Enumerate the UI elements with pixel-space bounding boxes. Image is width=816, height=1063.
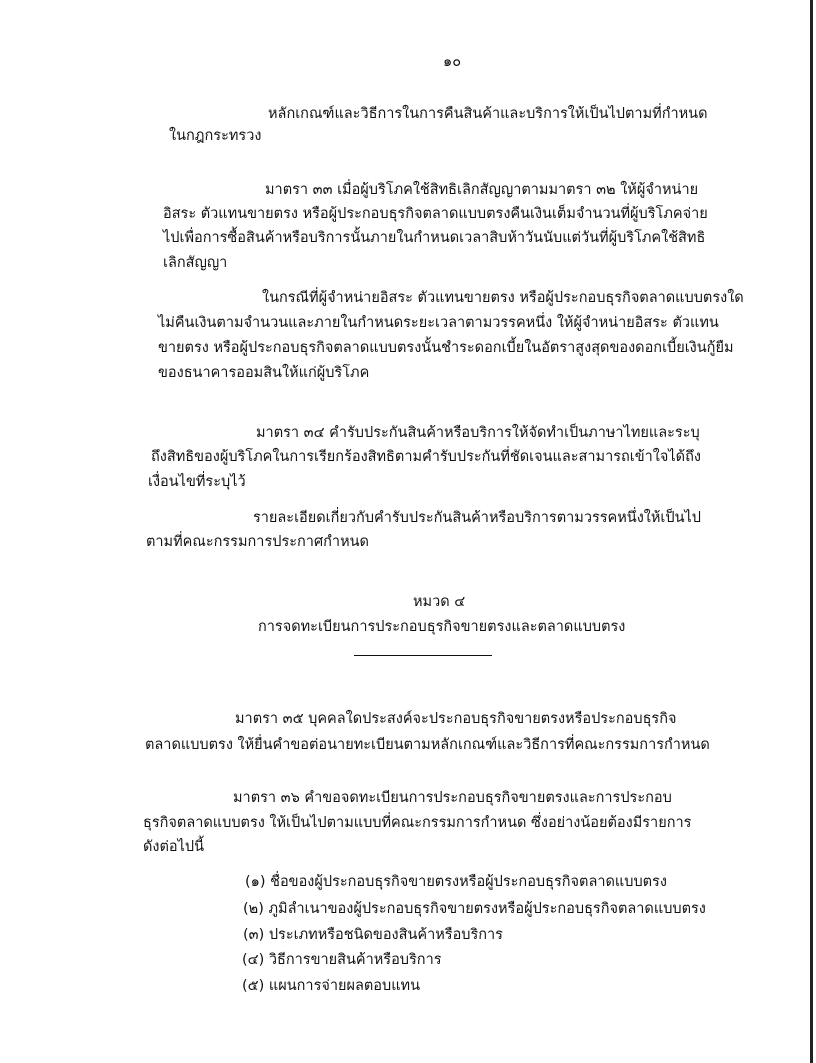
s33-line-4: เลิกสัญญา — [163, 255, 228, 271]
list-item-4: (๔) วิธีการขายสินค้าหรือบริการ — [242, 952, 442, 968]
s36-line-3: ดังต่อไปนี้ — [143, 839, 205, 855]
s35-line-2: ตลาดแบบตรง ให้ยื่นคำขอต่อนายทะเบียนตามหลักเกณฑ์และวิธีการที่คณะกรรมการกำหนด — [145, 737, 710, 753]
s34-line-2: ถึงสิทธิของผู้บริโภคในการเรียกร้องสิทธิตามคำรับประกันที่ชัดเจนและสามารถเข้าใจได้ถึง — [151, 449, 701, 465]
chapter-number: หมวด ๔ — [413, 594, 466, 610]
p1-line-2: ในกฎกระทรวง — [169, 128, 262, 144]
s36-line-2: ธุรกิจตลาดแบบตรง ให้เป็นไปตามแบบที่คณะกรรมการกำหนด ซึ่งอย่างน้อยต้องมีรายการ — [143, 815, 692, 831]
s33-line-3: ไปเพื่อการซื้อสินค้าหรือบริการนั้นภายในกำหนดเวลาสิบห้าวันนับแต่วันที่ผู้บริโภคใช้สิทธิ — [163, 230, 706, 246]
s34-line-1: มาตรา ๓๔ คำรับประกันสินค้าหรือบริการให้จัดทำเป็นภาษาไทยและระบุ — [256, 425, 700, 441]
s33-line-1: มาตรา ๓๓ เมื่อผู้บริโภคใช้สิทธิเลิกสัญญาตามมาตรา ๓๒ ให้ผู้จำหน่าย — [265, 182, 699, 198]
list-item-2: (๒) ภูมิลำเนาของผู้ประกอบธุรกิจขายตรงหรือผู้ประกอบธุรกิจตลาดแบบตรง — [243, 901, 706, 917]
s33b-line-1: ในกรณีที่ผู้จำหน่ายอิสระ ตัวแทนขายตรง หรือผู้ประกอบธุรกิจตลาดแบบตรงใด — [262, 290, 744, 306]
s34b-line-2: ตามที่คณะกรรมการประกาศกำหนด — [146, 534, 369, 550]
s34b-line-1: รายละเอียดเกี่ยวกับคำรับประกันสินค้าหรือบริการตามวรรคหนึ่งให้เป็นไป — [253, 510, 701, 526]
s33b-line-3: ขายตรง หรือผู้ประกอบธุรกิจตลาดแบบตรงนั้นชำระดอกเบี้ยในอัตราสูงสุดของดอกเบี้ยเงินกู้ยืม — [158, 340, 734, 356]
page-edge — [810, 0, 813, 1063]
list-item-3: (๓) ประเภทหรือชนิดของสินค้าหรือบริการ — [243, 927, 503, 943]
s33b-line-4: ของธนาคารออมสินให้แก่ผู้บริโภค — [158, 365, 370, 381]
s33b-line-2: ไม่คืนเงินตามจำนวนและภายในกำหนดระยะเวลาตามวรรคหนึ่ง ให้ผู้จำหน่ายอิสระ ตัวแทน — [158, 315, 719, 331]
chapter-underline — [354, 655, 492, 656]
list-item-5: (๕) แผนการจ่ายผลตอบแทน — [242, 978, 421, 994]
s33-line-2: อิสระ ตัวแทนขายตรง หรือผู้ประกอบธุรกิจตลาดแบบตรงคืนเงินเต็มจำนวนที่ผู้บริโภคจ่าย — [163, 206, 708, 222]
p1-line-1: หลักเกณฑ์และวิธีการในการคืนสินค้าและบริการให้เป็นไปตามที่กำหนด — [268, 106, 708, 122]
s34-line-3: เงื่อนไขที่ระบุไว้ — [148, 474, 246, 490]
page-number: ๑๐ — [443, 54, 462, 70]
s36-line-1: มาตรา ๓๖ คำขอจดทะเบียนการประกอบธุรกิจขายตรงและการประกอบ — [233, 790, 672, 806]
list-item-1: (๑) ชื่อของผู้ประกอบธุรกิจขายตรงหรือผู้ประกอบธุรกิจตลาดแบบตรง — [245, 874, 667, 890]
s35-line-1: มาตรา ๓๕ บุคคลใดประสงค์จะประกอบธุรกิจขายตรงหรือประกอบธุรกิจ — [235, 711, 677, 727]
chapter-title: การจดทะเบียนการประกอบธุรกิจขายตรงและตลาดแบบตรง — [258, 619, 626, 635]
